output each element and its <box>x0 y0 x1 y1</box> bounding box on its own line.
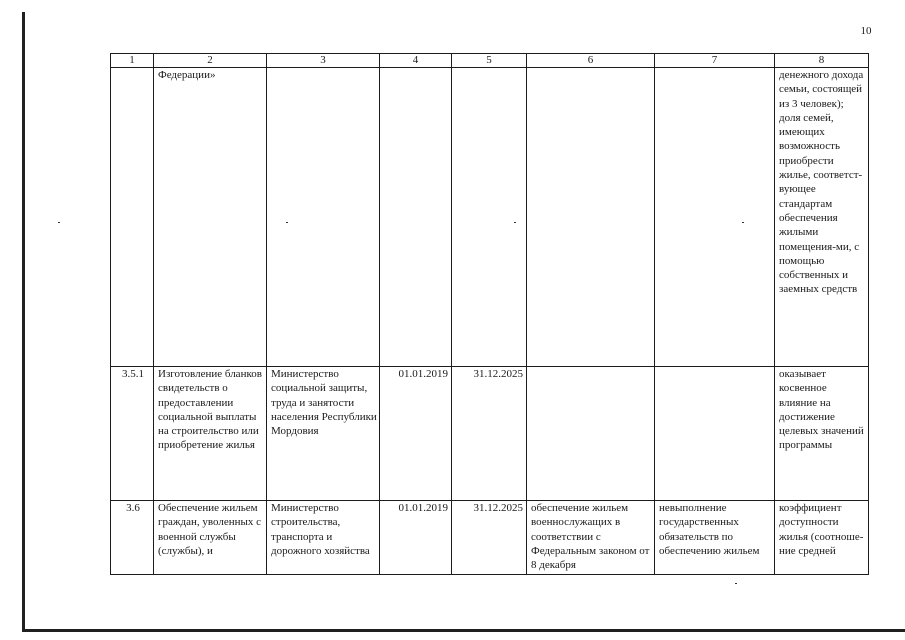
cell-expected-result <box>527 367 655 501</box>
cell-indicator-link: коэффициент доступности жилья (соотноше-ние средней <box>775 501 869 575</box>
column-number-row <box>111 54 869 68</box>
cell-number <box>111 68 154 367</box>
column-number: 4 <box>380 54 452 68</box>
cell-consequences: невыполнение государственных обязательств по обеспечению жильем <box>655 501 775 575</box>
scan-speck <box>58 222 60 223</box>
cell-measure-name: Федерации» <box>154 68 267 367</box>
cell-end-date: 31.12.2025 <box>452 367 527 501</box>
cell-expected-result: обеспечение жильем военнослужащих в соответствии с Федеральным законом от 8 декабря <box>527 501 655 575</box>
cell-measure-name: Изготовление бланков свидетельств о предоставлении социальной выплаты на строительство или приобретение жилья <box>154 367 267 501</box>
cell-end-date: 31.12.2025 <box>452 501 527 575</box>
column-number: 8 <box>775 54 869 68</box>
cell-start-date: 01.01.2019 <box>380 367 452 501</box>
cell-consequences <box>655 367 775 501</box>
cell-number: 3.6 <box>111 501 154 575</box>
cell-consequences <box>655 68 775 367</box>
cell-responsible <box>267 68 380 367</box>
cell-indicator-link: оказывает косвенное влияние на достижение целевых значений программы <box>775 367 869 501</box>
column-number: 6 <box>527 54 655 68</box>
column-number: 3 <box>267 54 380 68</box>
cell-number: 3.5.1 <box>111 367 154 501</box>
page-number: 10 <box>860 25 872 37</box>
cell-responsible: Министерство строительства, транспорта и дорожного хозяйства <box>267 501 380 575</box>
scan-edge-bottom <box>22 629 905 632</box>
column-number: 5 <box>452 54 527 68</box>
table-row-3-5-1 <box>111 367 869 501</box>
scan-edge-left <box>22 12 25 632</box>
cell-responsible: Министерство социальной защиты, труда и занятости населения Республики Мордовия <box>267 367 380 501</box>
column-number: 2 <box>154 54 267 68</box>
cell-expected-result <box>527 68 655 367</box>
cell-measure-name: Обеспечение жильем граждан, уволенных с военной службы (службы), и <box>154 501 267 575</box>
cell-end-date <box>452 68 527 367</box>
table-row-3-6 <box>111 501 869 575</box>
table-row-continuation <box>111 68 869 367</box>
column-number: 1 <box>111 54 154 68</box>
column-number: 7 <box>655 54 775 68</box>
program-measures-table <box>110 53 869 575</box>
cell-indicator-link: денежного дохода семьи, состоящей из 3 человек); доля семей, имеющих возможность приобрести жилье, соответст-вующее стандартам обеспечения жилыми помещения-ми, с помощью собственных и заемных средств <box>775 68 869 367</box>
cell-start-date <box>380 68 452 367</box>
cell-start-date: 01.01.2019 <box>380 501 452 575</box>
scan-speck <box>735 583 737 584</box>
